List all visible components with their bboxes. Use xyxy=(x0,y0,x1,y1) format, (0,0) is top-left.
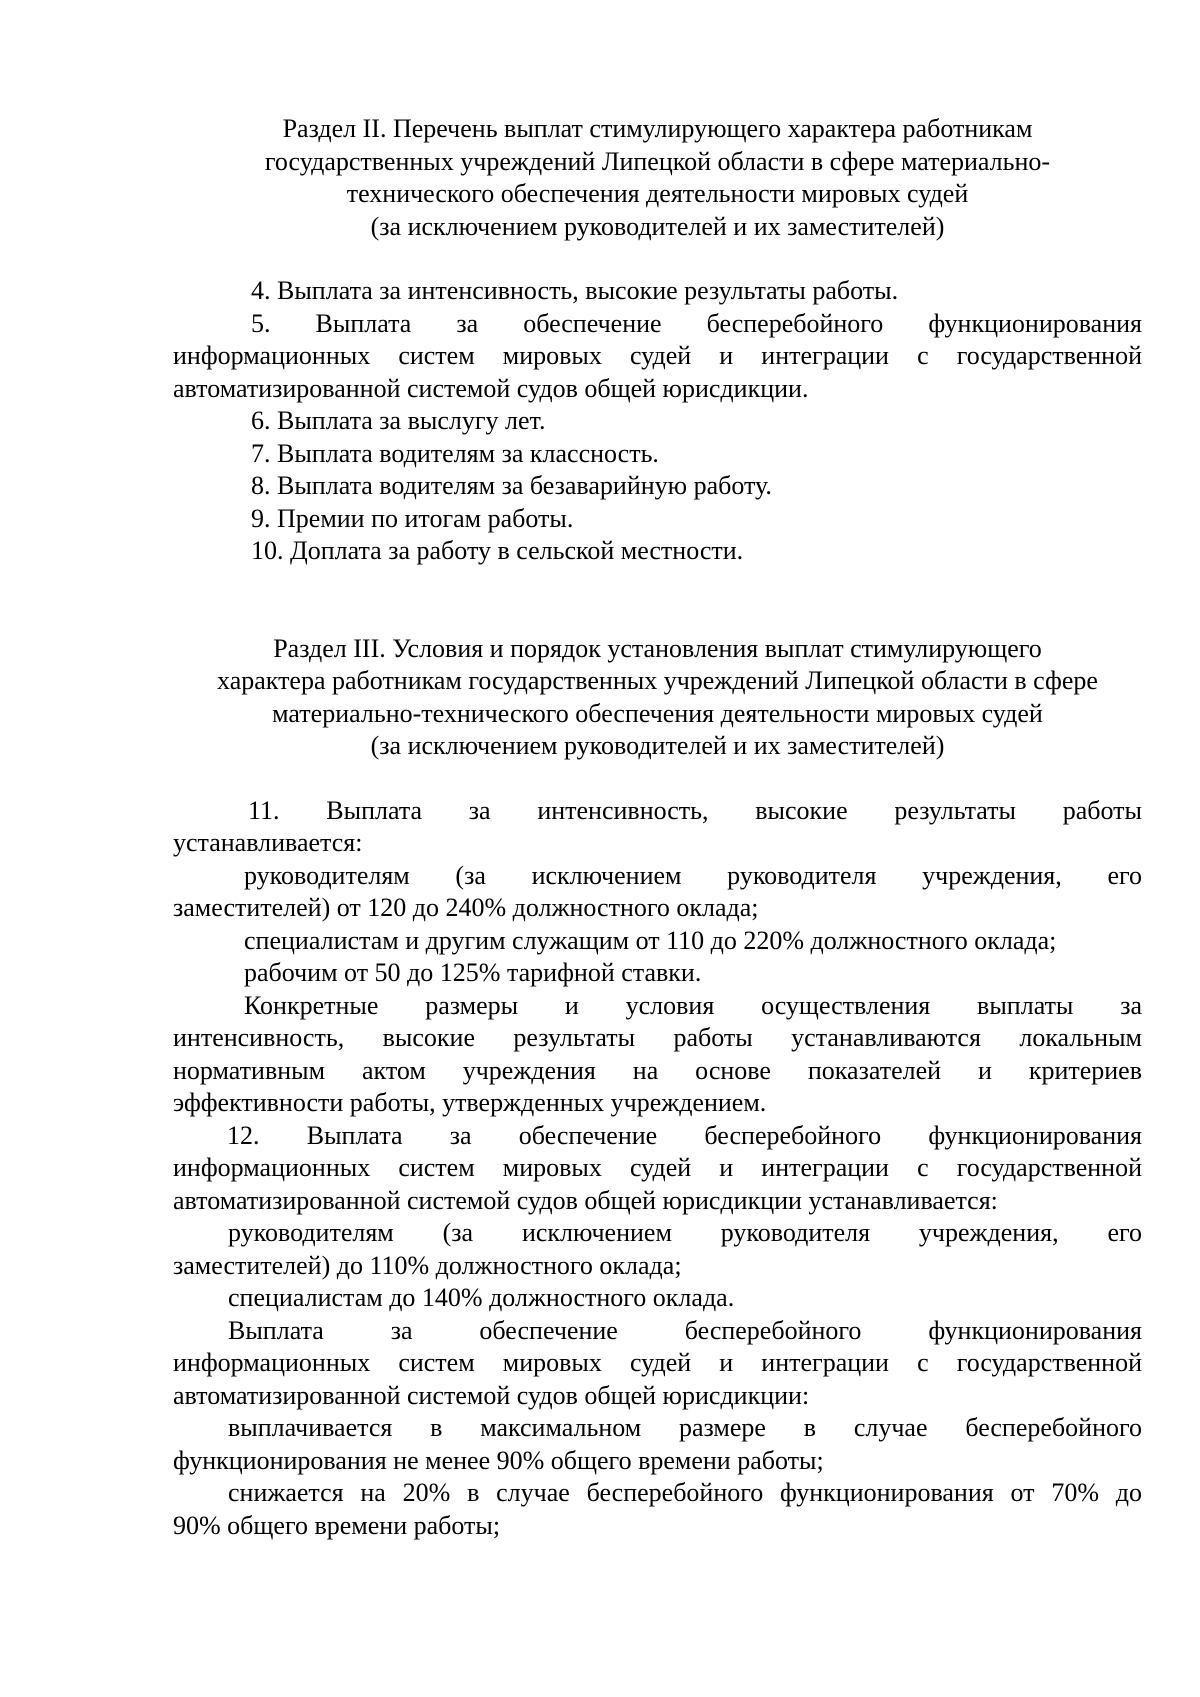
heading-line: Раздел II. Перечень выплат стимулирующего характера работникам xyxy=(282,114,1033,143)
list-item-4: 4. Выплата за интенсивность, высокие результаты работы. xyxy=(251,276,899,305)
paragraph: снижается на 20% в случае бесперебойного функционирования от 70% до 90% общего времени работы; xyxy=(173,1478,1142,1540)
paragraph: Конкретные размеры и условия осуществления выплаты за интенсивность, высокие результаты работы устанавливаются локальным нормативным актом учреждения на основе показателей и критериев эффективности работы, утвержденных учреждением. xyxy=(173,990,1142,1117)
paragraph: выплачивается в максимальном размере в случае бесперебойного функционирования не менее 90% общего времени работы; xyxy=(173,1413,1142,1475)
heading-line: Раздел III. Условия и порядок установления выплат стимулирующего xyxy=(273,633,1042,663)
paragraph: рабочим от 50 до 125% тарифной ставки. xyxy=(244,958,702,987)
paragraph-11: 11. Выплата за интенсивность, высокие результаты работы устанавливается: xyxy=(173,795,1142,857)
paragraph: Выплата за обеспечение бесперебойного функционирования информационных систем мировых судей и интеграции с государственной автоматизированной системой судов общей юрисдикции: xyxy=(173,1315,1142,1410)
paragraph: специалистам до 140% должностного оклада. xyxy=(228,1283,735,1312)
heading-line: (за исключением руководителей и их заместителей) xyxy=(370,731,945,760)
heading-line: государственных учреждений Липецкой области в сфере материально- xyxy=(264,146,1051,176)
heading-line: материально-технического обеспечения деятельности мировых судей xyxy=(272,698,1043,728)
list-item-5: 5. Выплата за обеспечение бесперебойного функционирования информационных систем мировых судей и интеграции с государственной автоматизированной системой судов общей юрисдикции. xyxy=(173,308,1142,403)
list-item-8: 8. Выплата водителям за безаварийную работу. xyxy=(251,471,772,500)
section-3-body xyxy=(173,795,1142,1543)
list-item-9: 9. Премии по итогам работы. xyxy=(251,503,574,533)
paragraph: руководителям (за исключением руководителя учреждения, его заместителей) до 110% должностного оклада; xyxy=(173,1218,1142,1280)
heading-line: технического обеспечения деятельности мировых судей xyxy=(346,179,969,208)
paragraph-12: 12. Выплата за обеспечение бесперебойного функционирования информационных систем мировых судей и интеграции с государственной автоматизированной системой судов общей юрисдикции устанавливается: xyxy=(173,1120,1142,1215)
heading-line: (за исключением руководителей и их заместителей) xyxy=(370,211,945,241)
paragraph: специалистам и другим служащим от 110 до 220% должностного оклада; xyxy=(244,925,1057,955)
list-item-10: 10. Доплата за работу в сельской местности. xyxy=(251,536,744,565)
paragraph: руководителям (за исключением руководителя учреждения, его заместителей) от 120 до 240% должностного оклада; xyxy=(173,860,1142,922)
list-item-6: 6. Выплата за выслугу лет. xyxy=(251,406,546,435)
list-item-7: 7. Выплата водителям за классность. xyxy=(251,438,659,468)
section-3-heading xyxy=(173,633,1142,763)
section-2-heading xyxy=(173,113,1142,243)
section-2-list xyxy=(173,275,1142,568)
heading-line: характера работникам государственных учреждений Липецкой области в сфере xyxy=(217,666,1098,695)
